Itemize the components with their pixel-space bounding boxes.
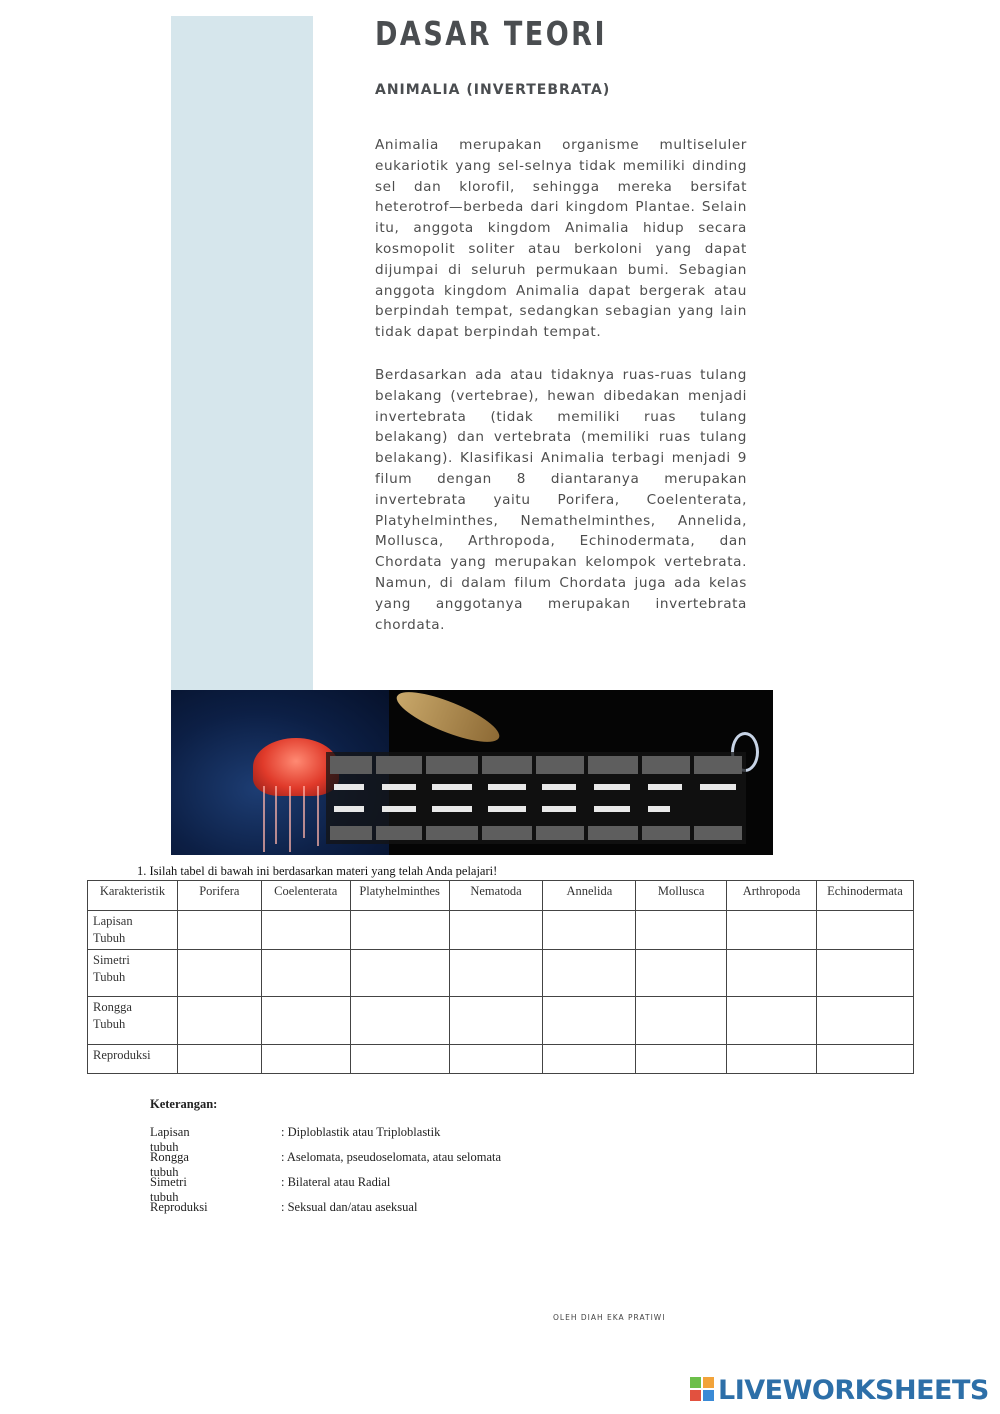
row-label-reproduksi — [88, 1045, 178, 1074]
paragraph-classification: Berdasarkan ada atau tidaknya ruas-ruas tulang belakang (vertebrae), hewan dibedakan menjadi invertebrata (tidak memiliki ruas tulang belakang) dan vertebrata (memiliki ruas tulang belakang). Klasifikasi Animalia terbagi menjadi 9 filum dengan 8 diantaranya merupakan invertebrata yaitu Porifera, Coelenterata, Platyhelminthes, Nemathelminthes, Annelida, Mollusca, Arthropoda, Echinodermata, dan Chordata yang merupakan kelompok vertebrata. Namun, di dalam filum Chordata juga ada kelas yang anggotanya merupakan invertebrata chordata. — [375, 367, 747, 633]
legend-term: Simetri tubuh — [150, 1175, 187, 1204]
worksheet-instruction: 1. Isilah tabel di bawah ini berdasarkan materi yang telah Anda pelajari! — [137, 864, 498, 878]
row-label-simetri-tubuh — [88, 950, 178, 997]
mini-cell — [376, 756, 422, 774]
mini-bar — [542, 784, 576, 790]
row-label-line: Lapisan — [93, 914, 133, 928]
side-color-band — [171, 16, 313, 690]
mini-bar — [648, 806, 670, 812]
table-row — [88, 950, 914, 997]
legend-item — [150, 1125, 441, 1154]
answer-cell[interactable] — [727, 997, 817, 1045]
mini-bar — [382, 784, 416, 790]
mini-bar — [382, 806, 416, 812]
answer-cell[interactable] — [449, 997, 543, 1045]
liveworksheets-logo[interactable] — [690, 1372, 989, 1408]
column-header-annelida: Annelida — [543, 881, 636, 911]
mini-bar — [542, 806, 576, 812]
jellyfish-tentacle — [317, 786, 319, 846]
answer-cell[interactable] — [177, 950, 261, 997]
column-header-echinodermata: Echinodermata — [816, 881, 913, 911]
mini-bar — [648, 784, 682, 790]
jellyfish-tentacle — [303, 786, 305, 838]
column-header-karakteristik: Karakteristik — [88, 881, 178, 911]
legend — [150, 1097, 502, 1225]
mini-cell — [482, 756, 532, 774]
characteristics-table — [87, 880, 914, 1074]
answer-cell[interactable] — [261, 950, 350, 997]
logo-tile — [703, 1377, 714, 1388]
answer-cell[interactable] — [261, 1045, 350, 1074]
mini-cell — [426, 826, 478, 840]
mini-cell — [482, 826, 532, 840]
row-label-line: Tubuh — [93, 970, 126, 984]
row-label-line: Tubuh — [93, 931, 126, 945]
answer-cell[interactable] — [350, 950, 449, 997]
mini-cell — [642, 826, 690, 840]
mini-bar — [334, 806, 364, 812]
mini-bar — [432, 806, 472, 812]
answer-cell[interactable] — [177, 1045, 261, 1074]
row-label-line: Rongga — [93, 1000, 132, 1014]
legend-desc: : Aselomata, pseudoselomata, atau selomata — [281, 1150, 502, 1164]
logo-tile — [690, 1377, 701, 1388]
column-header-nematoda: Nematoda — [449, 881, 543, 911]
legend-term: Lapisan tubuh — [150, 1125, 190, 1154]
table-row — [88, 1045, 914, 1074]
author-credit: OLEH DIAH EKA PRATIWI — [553, 1313, 666, 1322]
answer-cell[interactable] — [543, 1045, 636, 1074]
mini-cell — [536, 826, 584, 840]
logo-tile — [703, 1390, 714, 1401]
answer-cell[interactable] — [177, 911, 261, 950]
answer-cell[interactable] — [636, 997, 727, 1045]
answer-cell[interactable] — [543, 997, 636, 1045]
mini-cell — [536, 756, 584, 774]
jellyfish-tentacle — [289, 786, 291, 852]
liveworksheets-icon — [690, 1377, 716, 1403]
mini-cell — [330, 756, 372, 774]
legend-term: Reproduksi — [150, 1200, 208, 1214]
row-label-lapisan-tubuh — [88, 911, 178, 950]
answer-cell[interactable] — [543, 911, 636, 950]
mini-bar — [594, 806, 630, 812]
answer-cell[interactable] — [177, 997, 261, 1045]
answer-cell[interactable] — [449, 911, 543, 950]
row-label-line: Simetri — [93, 953, 130, 967]
column-header-mollusca: Mollusca — [636, 881, 727, 911]
table-row — [88, 997, 914, 1045]
column-header-coelenterata: Coelenterata — [261, 881, 350, 911]
legend-item — [150, 1150, 502, 1179]
row-label-rongga-tubuh — [88, 997, 178, 1045]
answer-cell[interactable] — [816, 1045, 913, 1074]
mini-cell — [330, 826, 372, 840]
section-subtitle: ANIMALIA (INVERTEBRATA) — [375, 82, 611, 98]
mini-table-thumbnail — [326, 752, 746, 844]
legend-item — [150, 1175, 391, 1204]
answer-cell[interactable] — [261, 911, 350, 950]
page-title: DASAR TEORI — [375, 14, 608, 53]
mini-cell — [426, 756, 478, 774]
answer-cell[interactable] — [727, 950, 817, 997]
jellyfish-photo — [171, 690, 773, 855]
mini-cell — [642, 756, 690, 774]
jellyfish-tentacle — [275, 786, 277, 844]
column-header-arthropoda: Arthropoda — [727, 881, 817, 911]
legend-title: Keterangan: — [150, 1097, 218, 1111]
mini-cell — [694, 826, 742, 840]
mini-bar — [594, 784, 630, 790]
logo-tile — [690, 1390, 701, 1401]
answer-cell[interactable] — [543, 950, 636, 997]
answer-cell[interactable] — [816, 911, 913, 950]
mini-cell — [588, 756, 638, 774]
legend-desc: : Bilateral atau Radial — [281, 1175, 391, 1189]
answer-cell[interactable] — [816, 997, 913, 1045]
mini-bar — [488, 806, 526, 812]
mini-bar — [432, 784, 472, 790]
legend-desc: : Seksual dan/atau aseksual — [281, 1200, 418, 1214]
answer-cell[interactable] — [636, 1045, 727, 1074]
legend-term: Rongga tubuh — [150, 1150, 189, 1179]
mini-cell — [588, 826, 638, 840]
mini-bar — [700, 784, 736, 790]
answer-cell[interactable] — [727, 1045, 817, 1074]
table-row — [88, 911, 914, 950]
answer-cell[interactable] — [449, 1045, 543, 1074]
brand-name: LIVEWORKSHEETS — [718, 1374, 989, 1406]
answer-cell[interactable] — [816, 950, 913, 997]
answer-cell[interactable] — [727, 911, 817, 950]
column-header-platyhelminthes: Platyhelminthes — [350, 881, 449, 911]
answer-cell[interactable] — [636, 950, 727, 997]
answer-cell[interactable] — [449, 950, 543, 997]
legend-desc: : Diploblastik atau Triploblastik — [281, 1125, 441, 1139]
answer-cell[interactable] — [261, 997, 350, 1045]
jellyfish-tentacle — [263, 786, 265, 852]
column-header-porifera: Porifera — [177, 881, 261, 911]
legend-item — [150, 1200, 418, 1225]
row-label-line: Reproduksi — [93, 1048, 151, 1062]
row-label-line: Tubuh — [93, 1017, 126, 1031]
answer-cell[interactable] — [636, 911, 727, 950]
answer-cell[interactable] — [350, 997, 449, 1045]
answer-cell[interactable] — [350, 1045, 449, 1074]
mini-bar — [488, 784, 526, 790]
mini-cell — [694, 756, 742, 774]
paragraph-intro: Animalia merupakan organisme multiseluler eukariotik yang sel-selnya tidak memiliki dinding sel dan klorofil, sehingga mereka bersifat heterotrof—berbeda dari kingdom Plantae. Selain itu, anggota kingdom Animalia hidup secara kosmopolit soliter atau berkoloni yang dapat dijumpai di seluruh permukaan bumi. Sebagian anggota kingdom Animalia dapat bergerak atau berpindah tempat, sedangkan sebagian yang lain tidak dapat berpindah tempat. — [375, 137, 747, 341]
answer-cell[interactable] — [350, 911, 449, 950]
mini-cell — [376, 826, 422, 840]
mini-bar — [334, 784, 364, 790]
